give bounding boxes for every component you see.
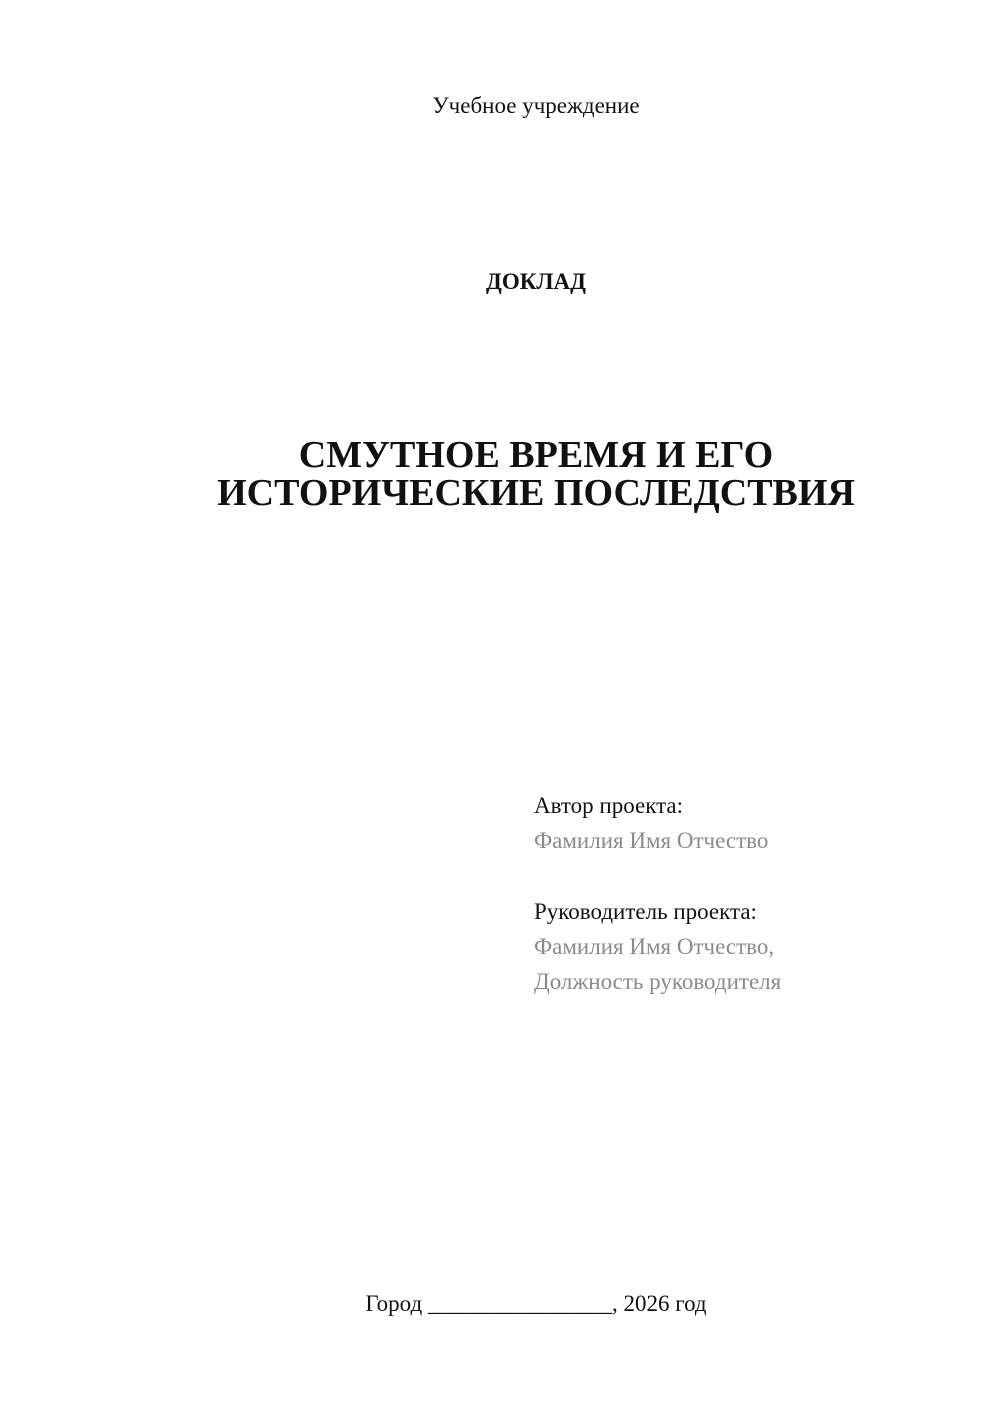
document-title	[0, 436, 1000, 512]
author-block	[534, 788, 964, 858]
city-year-line: Город ________________, 2026 год	[365, 1291, 707, 1316]
author-label: Автор проекта:	[534, 793, 683, 818]
document-type: ДОКЛАД	[486, 269, 586, 294]
document-title-line-1: СМУТНОЕ ВРЕМЯ И ЕГО	[298, 434, 774, 476]
document-title-line-2: ИСТОРИЧЕСКИЕ ПОСЛЕДСТВИЯ	[217, 472, 855, 514]
project-people	[534, 788, 964, 1035]
supervisor-block	[534, 894, 964, 999]
supervisor-name: Фамилия Имя Отчество,	[534, 934, 775, 959]
author-name: Фамилия Имя Отчество	[534, 828, 769, 853]
supervisor-position: Должность руководителя	[534, 969, 782, 994]
institution-name: Учебное учреждение	[432, 93, 640, 118]
supervisor-label: Руководитель проекта:	[534, 899, 757, 924]
